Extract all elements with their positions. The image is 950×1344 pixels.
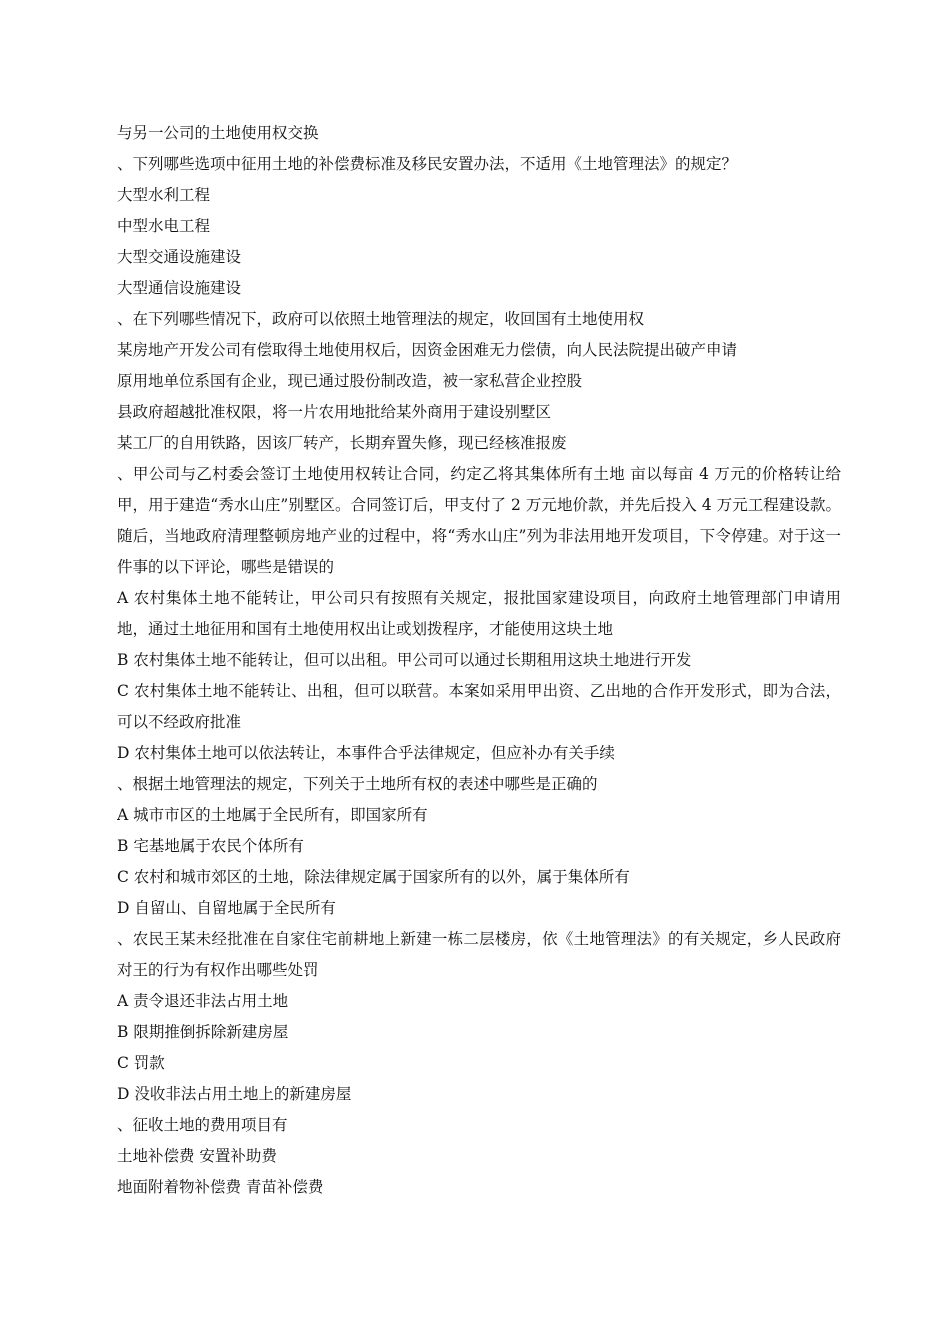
option-b-ownership: B 宅基地属于农民个体所有	[117, 837, 304, 855]
option-c-penalty: C 罚款	[117, 1054, 165, 1072]
question-penalty: 、农民王某未经批准在自家住宅前耕地上新建一栋二层楼房，依《土地管理法》的有关规定，乡人民政府对王的行为有权作出哪些处罚	[117, 930, 841, 979]
question-land-transfer: 、甲公司与乙村委会签订土地使用权转让合同，约定乙将其集体所有土地 亩以每亩 4 万元的价格转让给甲，用于建造“秀水山庄”别墅区。合同签订后，甲支付了 2 万元地价款，并先后投入 4 万元工程建设款。随后，当地政府清理整顿房地产业的过程中，将“秀水山庄”列为非法用地开发项目，下令停建。对于这一件事的以下评论，哪些是错误的	[117, 465, 841, 576]
option-railway: 某工厂的自用铁路，因该厂转产，长期弃置失修，现已经核准报废	[117, 434, 567, 452]
option-a-ownership: A 城市市区的土地属于全民所有，即国家所有	[117, 806, 428, 824]
option-attachment-compensation: 地面附着物补偿费 青苗补偿费	[117, 1178, 324, 1196]
option-b-transfer: B 农村集体土地不能转让，但可以出租。甲公司可以通过长期租用这块土地进行开发	[117, 651, 692, 669]
option-b-penalty: B 限期推倒拆除新建房屋	[117, 1023, 289, 1041]
option-c-ownership: C 农村和城市郊区的土地，除法律规定属于国家所有的以外，属于集体所有	[117, 868, 630, 886]
option-d-penalty: D 没收非法占用土地上的新建房屋	[117, 1085, 352, 1103]
option-transport-project: 大型交通设施建设	[117, 248, 242, 266]
option-land-compensation: 土地补偿费 安置补助费	[117, 1147, 277, 1165]
question-reclaim-land: 、在下列哪些情况下，政府可以依照土地管理法的规定，收回国有土地使用权	[117, 310, 645, 328]
option-d-ownership: D 自留山、自留地属于全民所有	[117, 899, 336, 917]
option-hydropower-project: 中型水电工程	[117, 217, 211, 235]
option-water-project: 大型水利工程	[117, 186, 211, 204]
document-body	[117, 118, 841, 1203]
option-land-exchange: 与另一公司的土地使用权交换	[117, 124, 319, 142]
option-a-penalty: A 责令退还非法占用土地	[117, 992, 289, 1010]
option-d-transfer: D 农村集体土地可以依法转让，本事件合乎法律规定，但应补办有关手续	[117, 744, 615, 762]
option-bankruptcy: 某房地产开发公司有偿取得土地使用权后，因资金困难无力偿债，向人民法院提出破产申请	[117, 341, 738, 359]
option-telecom-project: 大型通信设施建设	[117, 279, 242, 297]
question-compensation: 、下列哪些选项中征用土地的补偿费标准及移民安置办法，不适用《土地管理法》的规定？	[117, 155, 738, 173]
option-c-transfer: C 农村集体土地不能转让、出租，但可以联营。本案如采用甲出资、乙出地的合作开发形式，即为合法，可以不经政府批准	[117, 682, 841, 731]
option-a-transfer: A 农村集体土地不能转让，甲公司只有按照有关规定，报批国家建设项目，向政府土地管理部门申请用地，通过土地征用和国有土地使用权出让或划拨程序，才能使用这块土地	[117, 589, 841, 638]
question-ownership: 、根据土地管理法的规定，下列关于土地所有权的表述中哪些是正确的	[117, 775, 598, 793]
option-state-enterprise: 原用地单位系国有企业，现已通过股份制改造，被一家私营企业控股	[117, 372, 583, 390]
option-county-government: 县政府超越批准权限，将一片农用地批给某外商用于建设别墅区	[117, 403, 552, 421]
question-expropriation-fees: 、征收土地的费用项目有	[117, 1116, 288, 1134]
